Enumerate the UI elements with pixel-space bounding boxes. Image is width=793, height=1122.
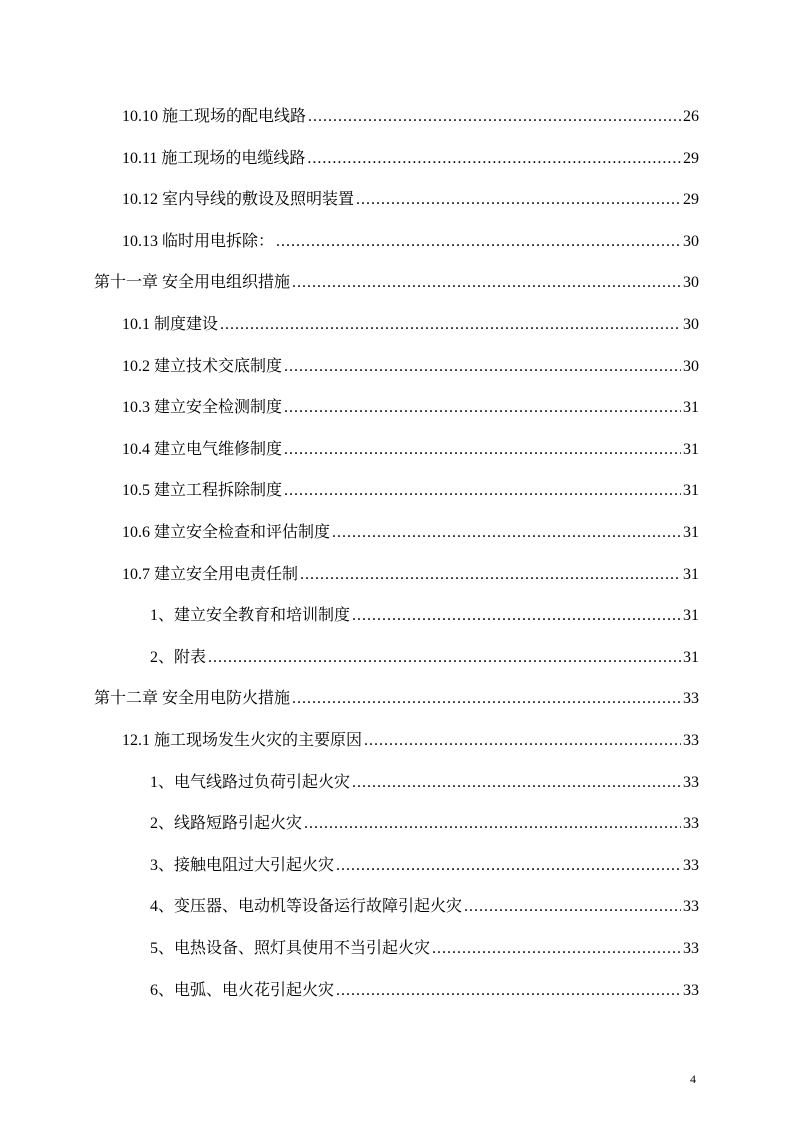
toc-entry-page: 33 bbox=[683, 981, 699, 999]
toc-entry-title: 10.13 临时用电拆除： bbox=[122, 232, 275, 250]
dot-leader bbox=[336, 854, 681, 878]
toc-entry-page: 29 bbox=[683, 191, 699, 209]
toc-entry-title: 10.11 施工现场的电缆线路 bbox=[122, 149, 306, 167]
toc-entry-page: 33 bbox=[683, 856, 699, 874]
toc-entry-page: 31 bbox=[683, 565, 699, 583]
toc-entry[interactable] bbox=[122, 355, 699, 379]
toc-entry-page: 33 bbox=[683, 773, 699, 791]
toc-entry-page: 31 bbox=[683, 648, 699, 666]
toc-entry-page: 30 bbox=[683, 232, 699, 250]
toc-entry-title: 12.1 施工现场发生火灾的主要原因 bbox=[122, 732, 363, 749]
toc-entry-title: 5、电热设备、照灯具使用不当引起火灾 bbox=[150, 940, 431, 957]
toc-entry[interactable] bbox=[94, 271, 699, 295]
toc-entry-title: 10.4 建立电气维修制度 bbox=[122, 440, 283, 458]
toc-entry-page: 29 bbox=[683, 149, 699, 167]
toc-entry-title: 3、接触电阻过大引起火灾 bbox=[150, 856, 335, 874]
toc-entry-title: 2、附表 bbox=[150, 648, 207, 666]
toc-entry-title: 1、电气线路过负荷引起火灾 bbox=[150, 773, 351, 791]
dot-leader bbox=[284, 355, 681, 379]
toc-entry-title: 第十一章 安全用电组织措施 bbox=[94, 274, 291, 292]
toc-entry[interactable] bbox=[150, 937, 699, 961]
toc-entry[interactable] bbox=[122, 396, 699, 420]
toc-entry[interactable] bbox=[150, 979, 699, 1003]
toc-entry-page: 33 bbox=[683, 732, 699, 749]
dot-leader bbox=[308, 105, 681, 129]
toc-entry-title: 10.3 建立安全检测制度 bbox=[122, 399, 283, 417]
toc-entry[interactable] bbox=[150, 771, 699, 795]
dot-leader bbox=[352, 604, 681, 628]
toc-entry[interactable] bbox=[94, 687, 699, 711]
toc-entry[interactable] bbox=[122, 147, 699, 171]
toc-entry-title: 10.12 室内导线的敷设及照明装置 bbox=[122, 191, 355, 209]
toc-entry-title: 10.7 建立安全用电责任制 bbox=[122, 565, 299, 583]
toc-entry-title: 10.10 施工现场的配电线路 bbox=[122, 108, 307, 125]
dot-leader bbox=[332, 521, 681, 545]
toc-entry-title: 6、电弧、电火花引起火灾 bbox=[150, 981, 335, 999]
dot-leader bbox=[208, 646, 681, 670]
toc-entry-page: 33 bbox=[683, 690, 699, 708]
toc-entry-page: 31 bbox=[683, 482, 699, 500]
dot-leader bbox=[220, 313, 681, 337]
toc-entry-title: 2、线路短路引起火灾 bbox=[150, 815, 303, 833]
toc-entry[interactable] bbox=[150, 812, 699, 836]
toc-entry[interactable] bbox=[150, 604, 699, 628]
toc-entry-title: 10.2 建立技术交底制度 bbox=[122, 357, 283, 375]
dot-leader bbox=[284, 438, 681, 462]
toc-entry-page: 26 bbox=[683, 108, 699, 125]
toc-entry[interactable] bbox=[150, 854, 699, 878]
dot-leader bbox=[352, 771, 681, 795]
toc-entry-title: 10.1 制度建设 bbox=[122, 316, 219, 333]
toc-entry[interactable] bbox=[122, 729, 699, 753]
toc-entry-title: 10.5 建立工程拆除制度 bbox=[122, 482, 283, 500]
toc-entry[interactable] bbox=[122, 230, 699, 254]
toc-entry-title: 4、变压器、电动机等设备运行故障引起火灾 bbox=[150, 898, 463, 916]
dot-leader bbox=[464, 895, 681, 919]
toc-entry-page: 31 bbox=[683, 524, 699, 541]
toc-entry-page: 31 bbox=[683, 440, 699, 458]
toc-entry[interactable] bbox=[122, 479, 699, 503]
toc-entry-page: 33 bbox=[683, 815, 699, 833]
toc-entry-page: 33 bbox=[683, 940, 699, 957]
toc-entry[interactable] bbox=[122, 438, 699, 462]
dot-leader bbox=[364, 729, 681, 753]
toc-entry[interactable] bbox=[122, 188, 699, 212]
toc-entry-page: 30 bbox=[683, 274, 699, 292]
toc-entry[interactable] bbox=[122, 105, 699, 129]
toc-entry-page: 30 bbox=[683, 316, 699, 333]
toc-entry-page: 33 bbox=[683, 898, 699, 916]
toc-entry-page: 30 bbox=[683, 357, 699, 375]
toc-entry-page: 31 bbox=[683, 399, 699, 417]
toc-entry[interactable] bbox=[122, 313, 699, 337]
dot-leader bbox=[292, 271, 681, 295]
toc-entry[interactable] bbox=[122, 563, 699, 587]
toc-entry-page: 31 bbox=[683, 607, 699, 625]
toc-entry[interactable] bbox=[150, 646, 699, 670]
dot-leader bbox=[432, 937, 681, 961]
dot-leader bbox=[336, 979, 681, 1003]
toc-entry[interactable] bbox=[122, 521, 699, 545]
dot-leader bbox=[284, 396, 681, 420]
dot-leader bbox=[292, 687, 681, 711]
toc-entry[interactable] bbox=[150, 895, 699, 919]
dot-leader bbox=[284, 479, 681, 503]
dot-leader bbox=[307, 147, 681, 171]
dot-leader bbox=[276, 230, 681, 254]
dot-leader bbox=[300, 563, 681, 587]
toc-entry-title: 1、建立安全教育和培训制度 bbox=[150, 607, 351, 625]
toc-entry-title: 第十二章 安全用电防火措施 bbox=[94, 690, 291, 708]
dot-leader bbox=[356, 188, 681, 212]
toc-entry-title: 10.6 建立安全检查和评估制度 bbox=[122, 524, 331, 541]
page-number: 4 bbox=[690, 1072, 696, 1086]
dot-leader bbox=[304, 812, 681, 836]
